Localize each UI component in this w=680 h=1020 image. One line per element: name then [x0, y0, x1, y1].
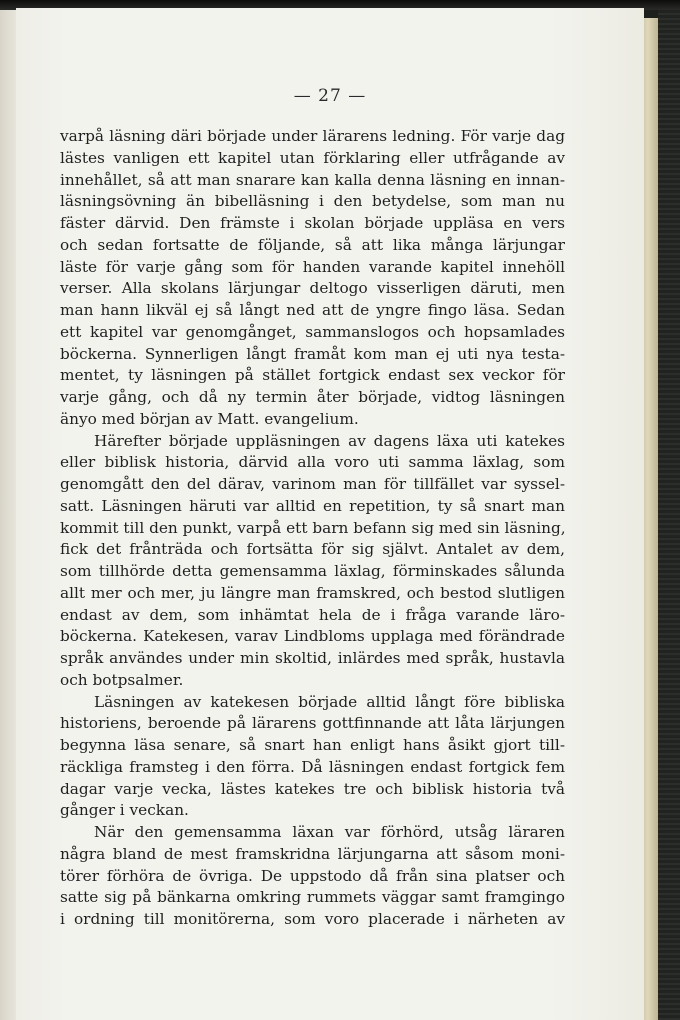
text-line: varpå läsning däri började under lärarens ledning. För varje dag: [60, 127, 565, 145]
text-line: satte sig på bänkarna omkring rummets väggar samt framgingo: [60, 888, 565, 907]
text-line: änyo med början av Matt. evangelium.: [60, 409, 359, 428]
text-line: några bland de mest framskridna lärjungarna att såsom moni-: [60, 844, 565, 863]
text-line: man hann likväl ej så långt ned att de yngre fingo läsa. Sedan: [60, 301, 565, 319]
text-line: törer förhöra de övriga. De uppstodo då från sina platser och: [60, 866, 565, 885]
text-line: kommit till den punkt, varpå ett barn befann sig med sin läsning,: [60, 518, 566, 537]
text-line: och sedan fortsatte de följande, så att lika många lärjungar: [60, 235, 565, 254]
text-line: innehållet, så att man snarare kan kalla denna läsning en innan-: [60, 170, 565, 189]
text-line: lästes vanligen ett kapitel utan förklaring eller utfrågande av: [60, 148, 565, 167]
text-line: Härefter började uppläsningen av dagens läxa uti katekes: [94, 431, 565, 450]
book-page: [16, 8, 644, 1020]
body-text: [60, 126, 565, 931]
text-line: läste för varje gång som för handen varande kapitel innehöll: [60, 257, 565, 276]
text-line: ett kapitel var genomgånget, sammanslogos och hopsamlades: [60, 322, 565, 341]
text-line: gånger i veckan.: [60, 801, 189, 820]
text-line: verser. Alla skolans lärjungar deltogo visserligen däruti, men: [60, 279, 565, 298]
text-line: fäster därvid. Den främste i skolan började uppläsa en vers: [60, 214, 565, 232]
text-line: läsningsövning än bibelläsning i den betydelse, som man nu: [60, 192, 565, 211]
text-line: eller biblisk historia, därvid alla voro uti samma läxlag, som: [60, 453, 565, 472]
text-line: endast av dem, som inhämtat hela de i fråga varande läro-: [60, 605, 565, 624]
text-line: genomgått den del därav, varinom man för tillfället var syssel-: [60, 475, 565, 493]
text-line: begynna läsa senare, så snart han enligt hans åsikt gjort till-: [60, 736, 565, 754]
text-line: varje gång, och då ny termin åter började, vidtog läsningen: [60, 388, 565, 406]
page-number: — 27 —: [293, 86, 367, 106]
text-line: mentet, ty läsningen på stället fortgick endast sex veckor för: [60, 366, 565, 385]
text-line: böckerna. Synnerligen långt framåt kom man ej uti nya testa-: [60, 344, 565, 363]
text-line: fick det frånträda och fortsätta för sig självt. Antalet av dem,: [60, 540, 565, 559]
text-line: När den gemensamma läxan var förhörd, utsåg läraren: [94, 823, 565, 841]
text-line: räckliga framsteg i den förra. Då läsningen endast fortgick fem: [60, 757, 565, 776]
text-line: allt mer och mer, ju längre man framskred, och bestod slutligen: [60, 583, 565, 602]
text-line: och botpsalmer.: [60, 670, 184, 689]
text-line: historiens, beroende på lärarens gottfinnande att låta lärjungen: [60, 714, 565, 733]
text-line: böckerna. Katekesen, varav Lindbloms upplaga med förändrade: [60, 627, 565, 646]
text-line: som tillhörde detta gemensamma läxlag, förminskades sålunda: [60, 562, 565, 580]
text-line: satt. Läsningen häruti var alltid en repetition, ty så snart man: [60, 496, 565, 515]
text-line: språk användes under min skoltid, inlärdes med språk, hustavla: [60, 649, 565, 667]
text-line: dagar varje vecka, lästes katekes tre och biblisk historia två: [60, 779, 565, 798]
text-line: Läsningen av katekesen började alltid långt före bibliska: [94, 692, 565, 711]
text-line: i ordning till monitörerna, som voro placerade i närheten av: [60, 910, 565, 928]
book-cover-edge: [658, 0, 680, 1020]
